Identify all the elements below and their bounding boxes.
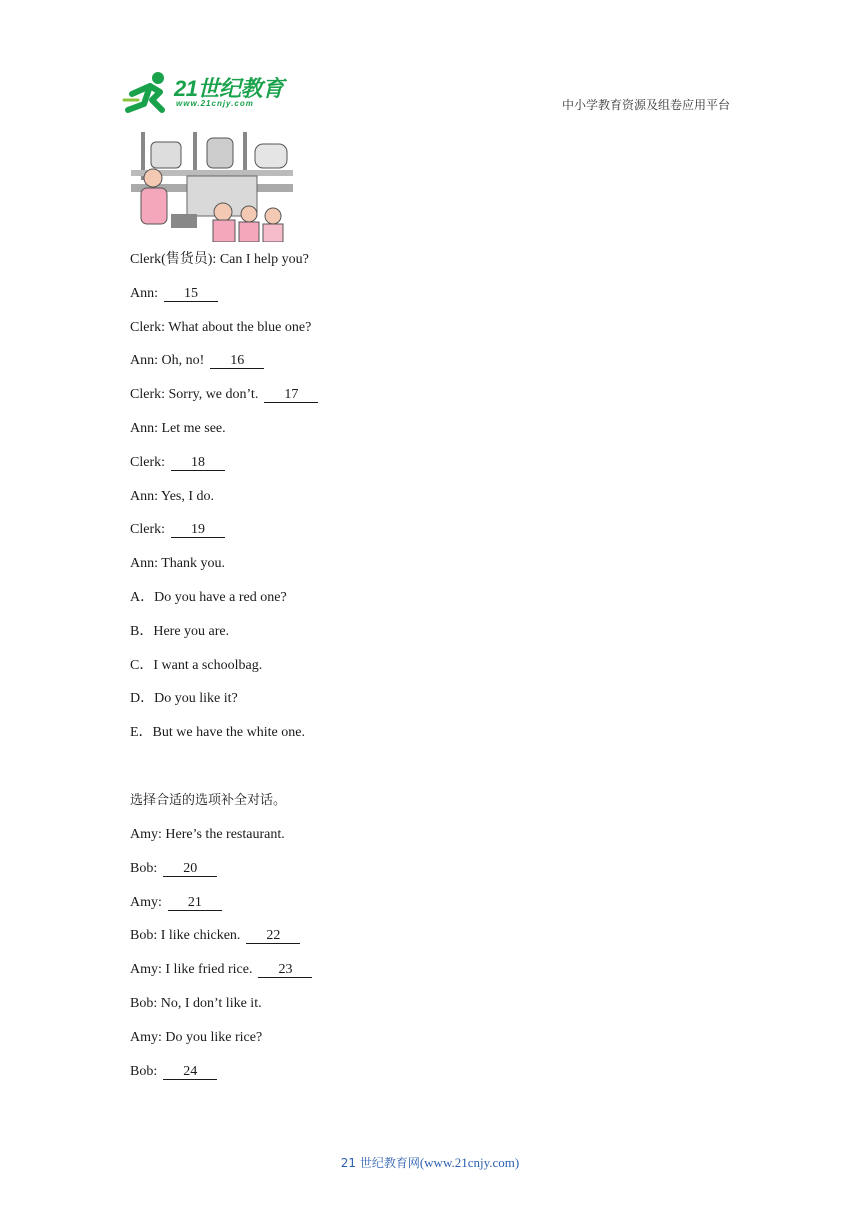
platform-name: 中小学教育资源及组卷应用平台 bbox=[561, 98, 730, 112]
speaker-label: Amy: bbox=[130, 962, 162, 978]
dialogue-text: I like chicken. bbox=[160, 928, 241, 944]
dialogue-text: Here’s the restaurant. bbox=[165, 827, 285, 842]
shop-clerk-schoolbags-illustration bbox=[131, 132, 293, 242]
dialogue-line bbox=[130, 386, 318, 404]
speaker-label: Ann: bbox=[130, 353, 158, 369]
dialogue-line bbox=[130, 454, 225, 472]
answer-blank[interactable]: 17 bbox=[264, 387, 318, 403]
dialogue-line bbox=[130, 860, 217, 878]
speaker-label: Clerk: bbox=[130, 522, 165, 538]
speaker-label: Amy: bbox=[130, 894, 162, 910]
dialogue-line bbox=[130, 319, 311, 337]
dialogue-text: No, I don’t like it. bbox=[160, 996, 262, 1011]
dialogue-text: What about the blue one? bbox=[168, 319, 312, 335]
dialogue-text: I like fried rice. bbox=[165, 962, 253, 978]
speaker-label: Ann: bbox=[130, 488, 158, 504]
answer-blank[interactable]: 24 bbox=[163, 1064, 217, 1080]
logo bbox=[122, 70, 292, 116]
answer-blank[interactable]: 22 bbox=[246, 928, 300, 944]
dialogue-line bbox=[130, 285, 218, 303]
speaker-label: Bob: bbox=[130, 1063, 158, 1079]
dialogue-line bbox=[130, 961, 312, 979]
answer-option: D．Do you like it? bbox=[130, 691, 238, 707]
dialogue-text: Thank you. bbox=[161, 556, 226, 572]
logo-url: www.21cnjy.com bbox=[176, 99, 254, 108]
answer-blank[interactable]: 20 bbox=[163, 861, 217, 877]
answer-option: B．Here you are. bbox=[130, 623, 230, 639]
footer-url: (www.21cnjy.com) bbox=[419, 1155, 520, 1170]
speaker-label: Bob: bbox=[130, 928, 158, 944]
dialogue-line bbox=[130, 521, 225, 539]
speaker-label: Amy: bbox=[130, 1029, 162, 1045]
logo-text: 21世纪教育 bbox=[174, 76, 284, 101]
dialogue-line bbox=[130, 995, 262, 1013]
answer-blank[interactable]: 15 bbox=[164, 286, 218, 302]
answer-blank[interactable]: 16 bbox=[210, 353, 264, 369]
speaker-label: Bob: bbox=[130, 996, 158, 1011]
dialogue-text: Can I help you? bbox=[219, 252, 309, 267]
speaker-label: Bob: bbox=[130, 860, 158, 876]
dialogue-line bbox=[130, 894, 222, 912]
speaker-label: Clerk: bbox=[130, 387, 165, 403]
page-footer bbox=[0, 1154, 860, 1171]
dialogue-line bbox=[130, 251, 309, 269]
dialogue-text: Do you like rice? bbox=[165, 1029, 263, 1045]
dialogue-line bbox=[130, 420, 226, 438]
answer-blank[interactable]: 23 bbox=[258, 962, 312, 978]
answer-option: C．I want a schoolbag. bbox=[130, 657, 263, 673]
dialogue-text: Sorry, we don’t. bbox=[168, 387, 259, 403]
dialogue-line bbox=[130, 352, 264, 370]
answer-option: E．But we have the white one. bbox=[130, 725, 305, 741]
dialogue-line bbox=[130, 1063, 217, 1081]
dialogue-line bbox=[130, 1029, 262, 1047]
speaker-label: Clerk: bbox=[130, 454, 165, 470]
section-instruction: 选择合适的选项补全对话。 bbox=[130, 793, 287, 808]
dialogue-text: Yes, I do. bbox=[160, 488, 215, 504]
speaker-label: Clerk(售货员): bbox=[130, 252, 217, 267]
answer-option: A．Do you have a red one? bbox=[130, 590, 287, 605]
speaker-label: Amy: bbox=[130, 827, 162, 842]
answer-blank[interactable]: 19 bbox=[171, 522, 225, 538]
answer-blank[interactable]: 21 bbox=[168, 895, 222, 911]
dialogue-line bbox=[130, 488, 214, 506]
page-header bbox=[0, 0, 860, 130]
speaker-label: Ann: bbox=[130, 421, 158, 436]
dialogue-line bbox=[130, 927, 300, 945]
footer-site-name: 21 世纪教育网 bbox=[340, 1156, 420, 1170]
dialogue-text: Oh, no! bbox=[161, 353, 205, 369]
speaker-label: Clerk: bbox=[130, 319, 165, 335]
answer-blank[interactable]: 18 bbox=[171, 455, 225, 471]
runner-logo-icon bbox=[122, 70, 174, 116]
dialogue-line bbox=[130, 555, 225, 573]
dialogue-text: Let me see. bbox=[161, 421, 226, 436]
speaker-label: Ann: bbox=[130, 285, 158, 301]
dialogue-line bbox=[130, 826, 285, 844]
speaker-label: Ann: bbox=[130, 556, 158, 572]
